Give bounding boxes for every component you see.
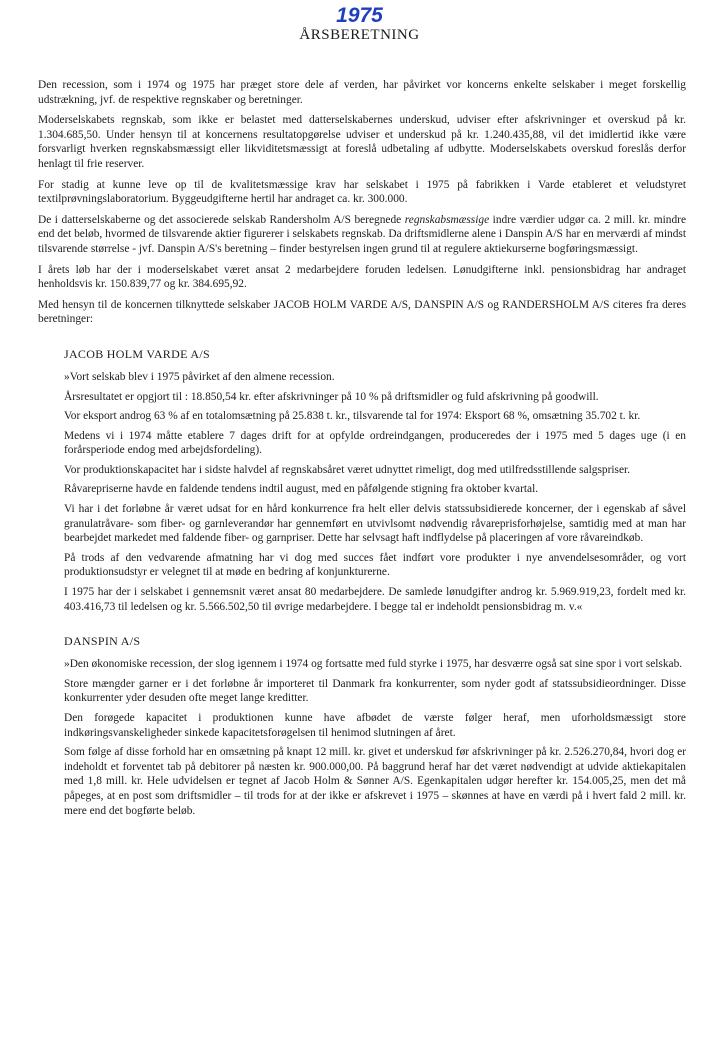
intro-paragraph-recession: Den recession, som i 1974 og 1975 har præget store dele af verden, har påvirket vor koncerns enkelte selskaber i meget forskellig udstrækning, jvf. de respektive regnskaber og beretninger. (38, 79, 686, 106)
section-title: JACOB HOLM VARDE A/S (64, 346, 210, 361)
section-paragraph: Årsresultatet er opgjort til : 18.850,54 kr. efter afskrivninger på 10 % på driftsmidler og fuld afskrivning på goodwill. (64, 390, 599, 403)
page-title: ÅRSBERETNING (299, 27, 420, 43)
section-jacob-holm-varde (38, 347, 686, 614)
report-year: 1975 (336, 4, 383, 27)
section-paragraph: Råvarepriserne havde en faldende tendens indtil august, med en påfølgende stigning fra oktober kvartal. (64, 483, 539, 496)
section-paragraph: Vor produktionskapacitet har i sidste halvdel af regnskabsåret været udnyttet rimeligt, dog med utilfredsstillende salgspriser. (64, 463, 631, 476)
section-paragraph: »Den økonomiske recession, der slog igennem i 1974 og fortsatte med fuld styrke i 1975, har desværre også sat sine spor i vort selskab. (64, 658, 683, 671)
intro-paragraph-parent-accounts: Moderselskabets regnskab, som ikke er belastet med datterselskabernes underskud, udviser efter afskrivninger et overskud på kr. 1.304.685,50. Under hensyn til at koncernens resultatopgørelse udviser et underskud på kr. 1.240.435,88, vil det imidlertid ikke være forsvarligt hverken regnskabsmæssigt eller likviditetsmæssigt at foreslå udbetaling af udbytte. Moderselskabets overskud foreslås derfor henlagt til frie reserver. (38, 114, 686, 170)
emphasized-text: regnskabsmæssige (404, 213, 490, 226)
section-paragraph: Som følge af disse forhold har en omsætning på knapt 12 mill. kr. givet et underskud før afskrivninger på kr. 2.526.270,84, hvori dog er indeholdt et forventet tab på debitorer på næsten kr. 900.000,00. På baggrund heraf har det været nødvendigt at udvide aktiekapitalen med 1,8 mill. kr. Hele udvidelsen er tegnet af Jacob Holm & Sønner A/S. Egenkapitalen udgør herefter kr. 154.005,25, men det må påpeges, at en post som driftsmidler – til trods for at der ikke er afskrevet i 1975 – skønnes at have en værdi på i hvert fald 2 mill. kr. mere end det bogførte beløb. (64, 746, 686, 817)
section-paragraph: Vor eksport androg 63 % af en totalomsætning på 25.838 t. kr., tilsvarende tal for 1974: Eksport 68 %, omsætning 35.702 t. kr. (64, 410, 641, 423)
section-paragraph: »Vort selskab blev i 1975 påvirket af den almene recession. (64, 370, 335, 383)
section-paragraph: I 1975 har der i selskabet i gennemsnit været ansat 80 medarbejdere. De samlede lønudgifter androg kr. 5.969.919,23, fordelt med kr. 403.416,73 til ledelsen og kr. 5.566.502,50 til øvrige medarbejdere. I begge tal er indeholdt pensionsbidrag m. v.« (64, 586, 686, 613)
section-title: DANSPIN A/S (64, 634, 141, 649)
text-segment: indre værdier udgør ca. 2 mill. kr. mindre end det beløb, hvormed de tilsvarende aktier figurerer i selskabets regnskab. Da driftsmidlerne alene i Danspin A/S har en merværdi af mindst tilsvarende størrelse - jvf. Danspin A/S's beretning – finder bestyrelsen ingen grund til at regulere aktiekurserne bogføringsmæssigt. (38, 213, 686, 255)
section-danspin (38, 634, 686, 818)
report-body (38, 78, 686, 823)
section-paragraph: Medens vi i 1974 måtte etablere 7 dages drift for at opfylde ordreindgangen, produceredes der i 1975 med 5 dages uge (i en forårsperiode endog med arbejdsfordeling). (64, 429, 686, 457)
section-paragraph: Vi har i det forløbne år været udsat for en hård konkurrence fra helt eller delvis statssubsidierede koncerner, der i egenskab af såvel granulatråvare- som fiber- og garnleverandør har gennemført en utvivlsomt nødvendig råvareprisforhøjelse, samtidig med at man har bearbejdet markedet med faldende fiber- og garnpriser. Dette har selvsagt haft indflydelse på placeringen af vore råvareindkøb. (64, 503, 686, 545)
section-paragraph: På trods af den vedvarende afmatning har vi dog med succes fået indført vore produkter i nye anvendelsesområder, og vort produktionsudstyr er velegnet til at møde en bedring af konjunkturerne. (64, 551, 686, 579)
text-segment: De i datterselskaberne og det associerede selskab Randersholm A/S beregnede (38, 213, 405, 226)
intro-paragraph-laboratory: For stadig at kunne leve op til de kvalitetsmæssige krav har selskabet i 1975 på fabrikken i Varde etableret et veludstyret textilprøvningslaboratorium. Byggeudgifterne hertil har andraget ca. kr. 300.000. (38, 178, 686, 206)
intro-paragraph-employees: I årets løb har der i moderselskabet været ansat 2 medarbejdere foruden ledelsen. Lønudgifterne inkl. pensionsbidrag har andraget henholdsvis kr. 150.839,77 og kr. 384.695,92. (38, 263, 686, 291)
intro-paragraph-subsidiary-values (38, 213, 686, 257)
section-paragraph: Store mængder garner er i det forløbne år importeret til Danmark fra konkurrenter, som nyder godt af statssubsidieordninger. Disse konkurrenter yder desuden ofte meget lange kreditter. (64, 677, 686, 705)
intro-paragraph-affiliates: Med hensyn til de koncernen tilknyttede selskaber JACOB HOLM VARDE A/S, DANSPIN A/S og RANDERSHOLM A/S citeres fra deres beretninger: (38, 298, 686, 326)
section-paragraph: Den forøgede kapacitet i produktionen kunne have afbødet de værste følger heraf, men uforholdsmæssigt store indkøringsvanskeligheder sinkede kapacitetsforøgelsen til henimod slutningen af året. (64, 712, 686, 739)
